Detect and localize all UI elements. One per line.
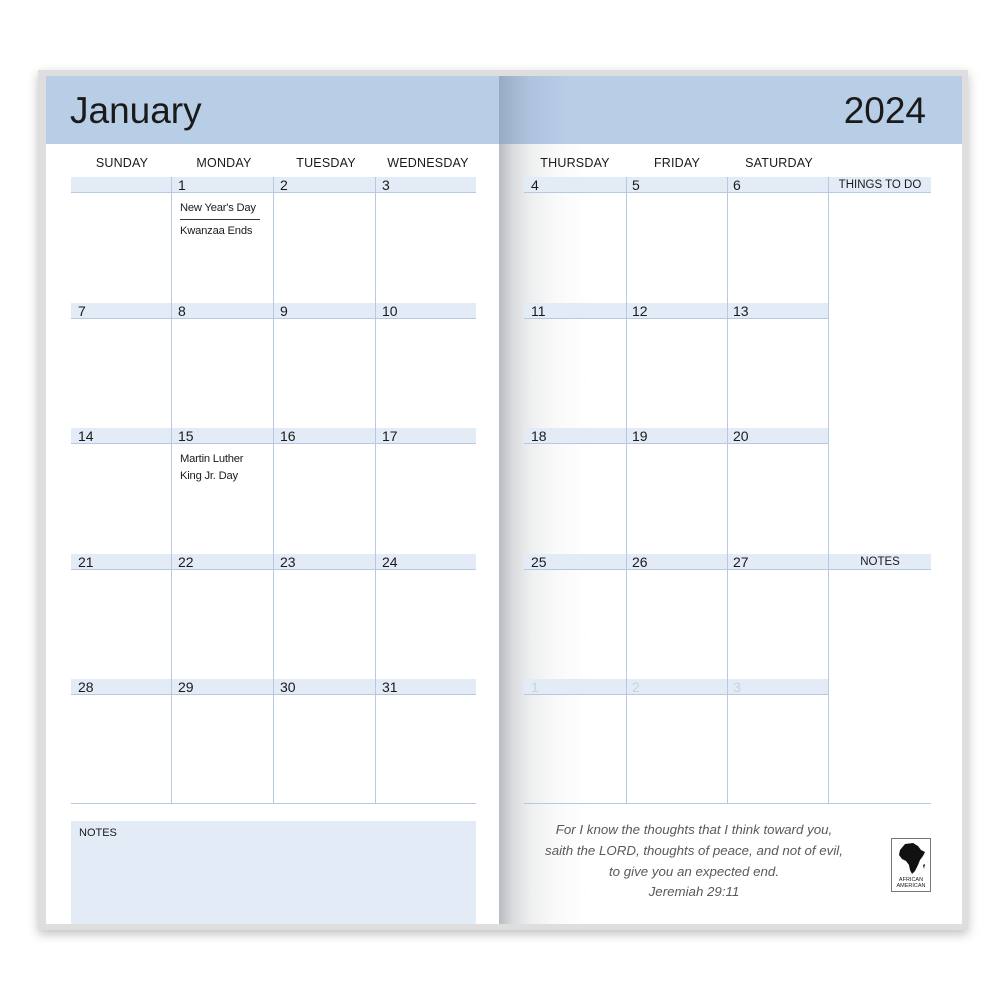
day-number-next-month: 2 (632, 679, 640, 695)
day-number[interactable]: 7 (78, 303, 86, 319)
day-number[interactable]: 14 (78, 428, 94, 444)
verse-reference: Jeremiah 29:11 (648, 884, 740, 899)
day-number[interactable]: 1 (178, 177, 186, 193)
day-number[interactable]: 6 (733, 177, 741, 193)
week-bar (524, 428, 829, 444)
day-number[interactable]: 21 (78, 554, 94, 570)
grid-line (273, 177, 274, 804)
day-number[interactable]: 31 (382, 679, 398, 695)
grid-line (828, 177, 829, 804)
grid-line (626, 177, 627, 804)
day-number[interactable]: 20 (733, 428, 749, 444)
weekday-sunday: SUNDAY (95, 156, 149, 170)
day-number[interactable]: 15 (178, 428, 194, 444)
day-number[interactable]: 27 (733, 554, 749, 570)
day-number[interactable]: 17 (382, 428, 398, 444)
day-number[interactable]: 11 (531, 303, 546, 319)
africa-map-icon (893, 841, 931, 877)
notes-box[interactable] (71, 821, 476, 924)
holiday-mlk-line1: Martin Luther (180, 453, 244, 465)
holiday-mlk-line2: King Jr. Day (180, 470, 238, 482)
week-bar (524, 303, 829, 319)
weekday-monday: MONDAY (196, 156, 252, 170)
left-page (46, 76, 499, 924)
weekday-thursday: THURSDAY (540, 156, 610, 170)
african-american-logo (891, 838, 931, 892)
logo-text: AFRICAN (898, 877, 924, 883)
grid-line (71, 803, 476, 804)
day-number[interactable]: 30 (280, 679, 296, 695)
things-to-do-label: THINGS TO DO (838, 179, 922, 191)
day-number[interactable]: 13 (733, 303, 749, 319)
day-number-next-month: 3 (733, 679, 741, 695)
day-number[interactable]: 29 (178, 679, 194, 695)
day-number[interactable]: 3 (382, 177, 390, 193)
planner-spread (38, 70, 968, 930)
verse-line: For I know the thoughts that I think toward you, (555, 822, 833, 837)
weekday-tuesday: TUESDAY (296, 156, 356, 170)
grid-line (375, 177, 376, 804)
grid-line (727, 177, 728, 804)
day-number[interactable]: 4 (531, 177, 539, 193)
week-bar (524, 554, 829, 570)
weekday-wednesday: WEDNESDAY (387, 156, 469, 170)
day-number[interactable]: 19 (632, 428, 648, 444)
day-number[interactable]: 10 (382, 303, 398, 319)
grid-line (171, 177, 172, 804)
week-bar (524, 679, 829, 695)
day-number[interactable]: 5 (632, 177, 640, 193)
bible-verse (499, 819, 889, 882)
week-bar (524, 177, 829, 193)
day-number[interactable]: 2 (280, 177, 288, 193)
weekday-saturday: SATURDAY (745, 156, 813, 170)
verse-line: saith the LORD, thoughts of peace, and not of evil, (545, 843, 843, 858)
day-number[interactable]: 12 (632, 303, 648, 319)
holiday-kwanzaa-ends: Kwanzaa Ends (180, 225, 253, 237)
verse-line: to give you an expected end. (608, 864, 780, 879)
day-number[interactable]: 28 (78, 679, 94, 695)
day-number[interactable]: 8 (178, 303, 186, 319)
day-number[interactable]: 18 (531, 428, 547, 444)
day-number[interactable]: 16 (280, 428, 296, 444)
right-page (499, 76, 962, 924)
day-number[interactable]: 9 (280, 303, 288, 319)
day-number[interactable]: 24 (382, 554, 398, 570)
event-separator (180, 219, 260, 220)
weekday-friday: FRIDAY (653, 156, 701, 170)
day-number[interactable]: 23 (280, 554, 296, 570)
month-title: January (70, 90, 202, 131)
grid-line (524, 803, 931, 804)
day-number-next-month: 1 (531, 679, 539, 695)
logo-text: AMERICAN (896, 883, 926, 889)
day-number[interactable]: 22 (178, 554, 194, 570)
day-number[interactable]: 26 (632, 554, 648, 570)
year-title: 2024 (843, 90, 926, 131)
holiday-new-years-day: New Year's Day (180, 202, 256, 214)
side-notes-label: NOTES (860, 556, 900, 568)
notes-label: NOTES (79, 827, 117, 839)
day-number[interactable]: 25 (531, 554, 547, 570)
